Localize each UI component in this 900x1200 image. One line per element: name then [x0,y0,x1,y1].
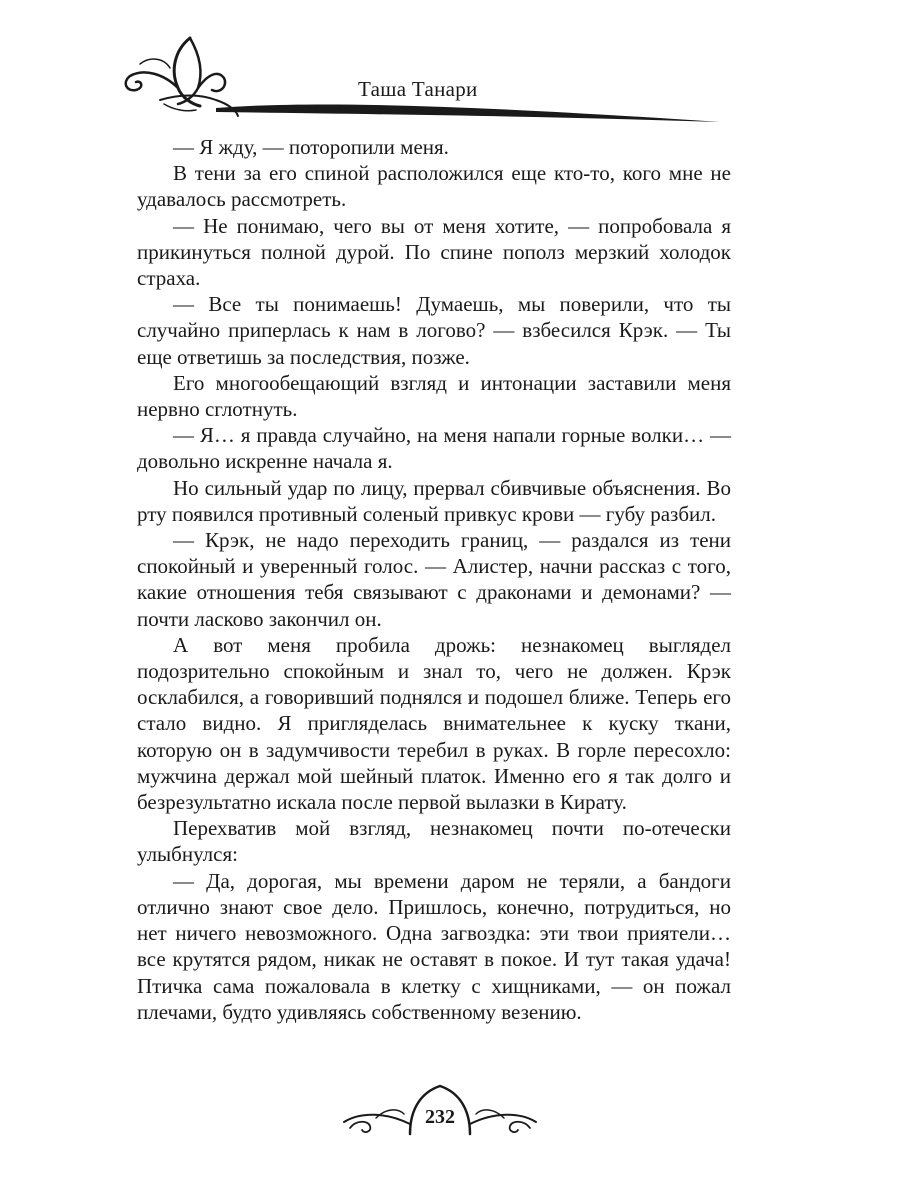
paragraph: — Все ты понимаешь! Думаешь, мы поверили, что ты случайно приперлась к нам в логово? — взбесился Крэк. — Ты еще ответишь за последствия, позже. [137,292,731,369]
page-footer [340,1078,540,1138]
paragraph: Перехватив мой взгляд, незнакомец почти по-отечески улыбнулся: [137,816,731,867]
paragraph: Его многообещающий взгляд и интонации заставили меня нервно сглотнуть. [137,370,731,422]
paragraph: — Не понимаю, чего вы от меня хотите, — попробовала я прикинуться полной дурой. По спине пополз мерзкий холодок страха. [137,213,731,291]
paragraph: — Я жду, — поторопили меня. [173,135,449,159]
paragraph: — Я… я правда случайно, на меня напали горные волки… — довольно искренне начала я. [137,423,731,474]
page-body [137,134,731,1025]
running-header [120,30,730,130]
paragraph: А вот меня пробила дрожь: незнакомец выглядел подозрительно спокойным и знал то, чего не должен. Крэк осклабился, а говоривший поднялся и подошел ближе. Теперь его стало видно. Я пригляделась внимательнее к куску ткани, которую он в задумчивости теребил в руках. В горле пересохло: мужчина держал мой шейный платок. Именно его я так долго и безрезультатно искала после первой вылазки в Кирату. [137,632,731,815]
author-name: Таша Танари [358,77,478,101]
paragraph: — Крэк, не надо переходить границ, — раздался из тени спокойный и уверенный голос. — Алистер, начни рассказ с того, какие отношения тебя связывают с драконами и демонами? — почти ласково закончил он. [137,528,731,631]
paragraph: — Да, дорогая, мы времени даром не теряли, а бандоги отлично знают свое дело. Пришлось, конечно, потрудиться, но нет ничего невозможного. Одна загвоздка: эти твои приятели… все крутятся рядом, никак не оставят в покое. И тут такая удача! Птичка сама пожаловала в клетку с хищниками, — он пожал плечами, будто удивляясь собственному везению. [137,868,731,1024]
page-number: 232 [425,1106,455,1128]
paragraph: В тени за его спиной расположился еще кто-то, кого мне не удавалось рассмотреть. [137,161,731,212]
paragraph: Но сильный удар по лицу, прервал сбивчивые объяснения. Во рту появился противный соленый привкус крови — губу разбил. [137,475,731,526]
